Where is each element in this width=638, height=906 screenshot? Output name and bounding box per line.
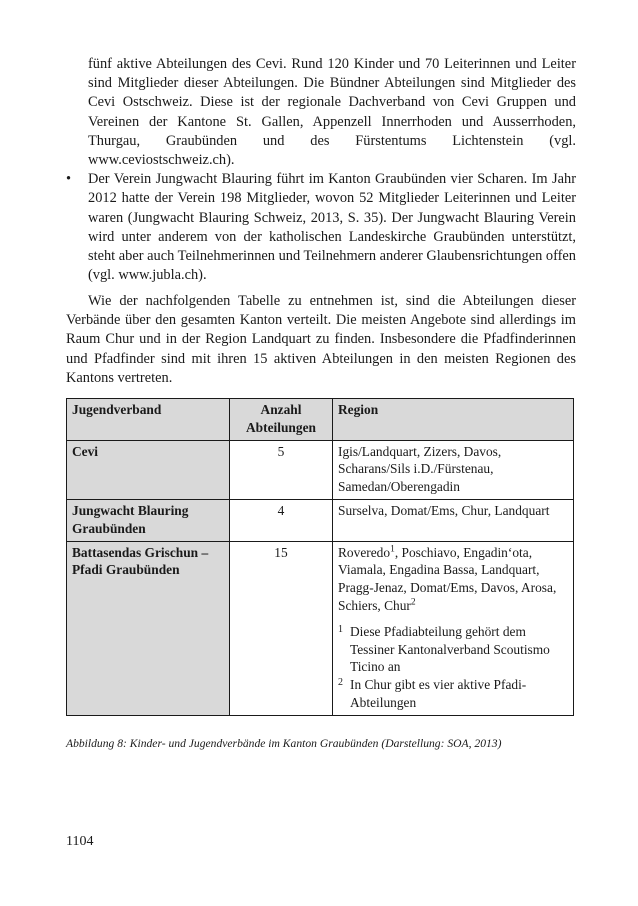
org-region: Surselva, Domat/Ems, Chur, Landquart (333, 499, 574, 541)
footnote-text: In Chur gibt es vier aktive Pfadi-Abteilungen (350, 677, 527, 710)
footnote-mark: 2 (338, 677, 343, 689)
table-row (67, 499, 574, 541)
org-name: Cevi (67, 440, 230, 499)
page-number: 1104 (66, 834, 94, 849)
table-row (67, 440, 574, 499)
footnote-mark: 1 (338, 623, 343, 635)
bullet-text: fünf aktive Abteilungen des Cevi. Rund 120 Kinder und 70 Leiterinnen und Leiter sind Mitglieder dieser Abteilungen. Die Bündner Abteilungen sind Mitglieder des Cevi Ostschweiz. Diese ist der regionale Dachverband von Cevi Gruppen und Vereinen der Kantone St. Gallen, Appenzell Innerrhoden und Ausserrhoden, Thurgau, Graubünden und des Fürstentums Lichtenstein (vgl. www.ceviostschweiz.ch). (88, 56, 576, 169)
org-count: 4 (230, 499, 333, 541)
org-region (333, 541, 574, 715)
bullet-list (66, 55, 576, 285)
header-org: Jugendverband (67, 399, 230, 441)
youth-organizations-table (66, 398, 574, 716)
table-footnotes (338, 623, 568, 712)
bullet-text: Der Verein Jungwacht Blauring führt im Kanton Graubünden vier Scharen. Im Jahr 2012 hatte der Verein 198 Mitglieder, wovon 52 Mitglieder Leiterinnen und Leiter waren (Jungwacht Blauring Schweiz, 2013, S. 35). Der Jungwacht Blauring Verein wird unter anderem von der katholischen Landeskirche Graubünden unterstützt, steht aber auch Teilnehmerinnen und Teilnehmern anderer Glaubensrichtungen offen (vgl. www.jubla.ch). (88, 171, 576, 284)
org-count: 5 (230, 440, 333, 499)
region-list (338, 544, 568, 615)
region-others: , Poschiavo, Engadin‘ota, Viamala, Engadina Bassa, Landquart, Pragg-Jenaz, Domat/Ems, Davos, Arosa, Schiers, Chur (338, 544, 557, 613)
table-row (67, 541, 574, 715)
region-roveredo: Roveredo (338, 544, 391, 560)
footnote-text: Diese Pfadiabteilung gehört dem Tessiner Kantonalverband Scoutismo Ticino an (350, 623, 550, 675)
org-region: Igis/Landquart, Zizers, Davos, Scharans/Sils i.D./Fürstenau, Samedan/Oberengadin (333, 440, 574, 499)
table-header-row (67, 399, 574, 441)
figure-caption: Abbildung 8: Kinder- und Jugendverbände im Kanton Graubünden (Darstellung: SOA, 2013) (66, 737, 502, 750)
footnote-2 (338, 676, 568, 712)
header-region: Region (333, 399, 574, 441)
bullet-marker: • (66, 171, 72, 188)
header-count: Anzahl Abteilungen (230, 399, 333, 441)
org-count: 15 (230, 541, 333, 715)
body-paragraph: Wie der nachfolgenden Tabelle zu entnehmen ist, sind die Abteilungen dieser Verbände über den gesamten Kanton verteilt. Die meisten Angebote sind allerdings im Raum Chur und in der Region Landquart zu finden. Insbesondere die Pfadfinderinnen und Pfadfinder sind mit ihren 15 aktiven Abteilungen in den meisten Regionen des Kantons vertreten. (66, 293, 576, 386)
org-name: Jungwacht Blauring Graubünden (67, 499, 230, 541)
org-name: Battasendas Grischun – Pfadi Graubünden (67, 541, 230, 715)
bullet-item-cevi-continued (66, 55, 576, 170)
footnote-1 (338, 623, 568, 676)
bullet-item-jungwacht (66, 170, 576, 285)
footnote-ref-2: 2 (410, 597, 416, 608)
footnote-ref-1: 1 (390, 544, 395, 555)
